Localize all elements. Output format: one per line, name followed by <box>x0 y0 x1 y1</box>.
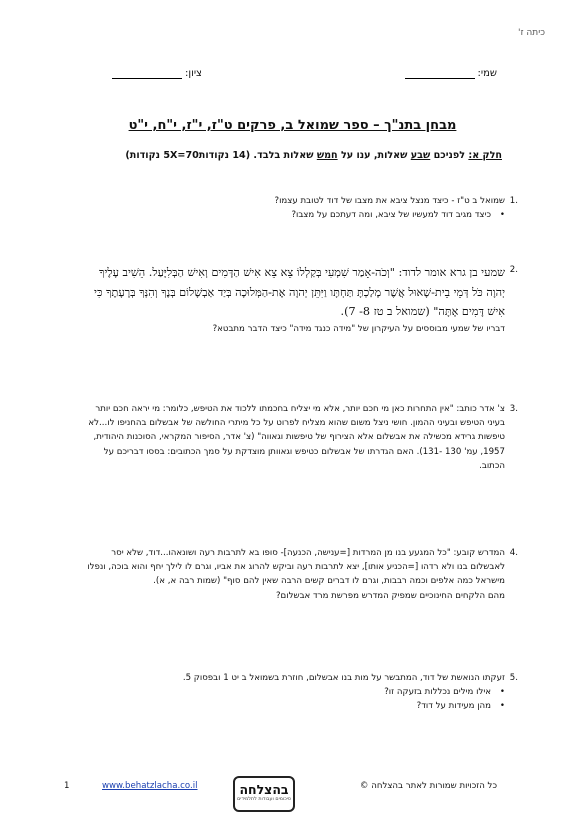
bullet-text: אילו מילים נכללות בזעקה זו? <box>384 687 491 698</box>
question-1 <box>85 194 518 222</box>
question-2 <box>85 263 518 336</box>
question-text: דבריו של שמעי מבוססים על העיקרון של "מידה כנגד מידה" כיצד הדבר מתבטא? <box>212 323 505 334</box>
score-field[interactable] <box>112 68 202 79</box>
page-number: 1 <box>64 781 70 791</box>
logo-text: בהצלחה <box>239 782 289 797</box>
copyright-text: כל הזכויות שמורות לאתר בהצלחה © <box>359 781 497 791</box>
instructions-five: חמש <box>316 150 338 161</box>
quote-paragraph <box>85 263 505 322</box>
question-followup: מהם הלקחים החינוכיים שמפיק המדרש מפרשת מרד אבשלום? <box>276 590 505 601</box>
question-number: .2 <box>509 265 518 275</box>
instructions <box>125 150 502 161</box>
instructions-text-1: לפניכם <box>430 150 469 161</box>
question-3 <box>85 402 518 473</box>
question-number: .4 <box>509 548 518 558</box>
question-number: .5 <box>509 673 518 683</box>
biblical-quote: וְכֹה-אָמַר שִׁמְעִי בְּקַלְלוֹ צֵא צֵא אִישׁ הַדָּמִים וְאִישׁ הַבְּלִיָּעַל. הֵשִׁיב עָלֶיךָ יְהוָה כֹּל דְּמֵי בֵית-שָׁאוּל אֲשֶׁר מָלַכְתָּ תַּחְתָּו וַיִּתֵּן יְהוָה אֶת-הַמְּלוּכָה בְּיַד אַבְשָׁלוֹם בְּנֶךָ וְהִנְּךָ בְּרָעָתֶךָ כִּי אִישׁ דָּמִים אָתָּה <box>94 266 505 319</box>
grade-label: כיתה ז' <box>517 28 545 38</box>
score-label: ציון: <box>185 68 202 79</box>
site-logo <box>233 776 295 812</box>
question-intro: שמעי בן גרא אומר לדוד: " <box>389 266 505 279</box>
instructions-text-2: שאלות, ענו על <box>337 150 411 161</box>
part-label: חלק א: <box>468 150 502 161</box>
name-label: שמי: <box>477 68 497 79</box>
logo-subtext: סיכומים ועבודות לתלמידים <box>237 797 291 802</box>
score-line <box>112 68 182 79</box>
question-number: .1 <box>509 196 518 206</box>
question-5 <box>85 671 518 714</box>
name-field[interactable] <box>405 68 497 79</box>
bullet-text: כיצד מגיב דוד למעשיו של ציבא, ומה דעתכם על מצבו? <box>291 210 491 221</box>
bullet-icon: • <box>499 210 505 221</box>
bullet-icon: • <box>499 701 505 712</box>
page-title: מבחן בתנ"ך – ספר שמואל ב, פרקים ט"ז, י"ז, י"ח, י"ט <box>128 118 457 133</box>
quote-reference: " (שמואל ב טז 8- 7). <box>340 305 439 319</box>
name-line <box>405 68 475 79</box>
instructions-text-3: שאלות בלבד. (14 נקודות5X=70 נקודות) <box>125 150 317 161</box>
question-number: .3 <box>509 404 518 414</box>
bullet-text: מהן מעידות על דוד? <box>416 701 491 712</box>
list-item <box>85 208 505 222</box>
list-item <box>85 699 505 713</box>
question-text: שמואל ב ט"ז - כיצד מנצל ציבא את מצבו של דוד לטובת עצמו? <box>274 196 505 206</box>
question-text: זעקתו הנואשת של דוד, המתבשר על מות בנו אבשלום, חוזרת בשמואל ב יט 1 ובפסוק 5. <box>182 673 505 683</box>
question-text: המדרש קובע: "כל המגעע בנו מן המרדות [=ענישה, הכנעה]- סופו בא לתרבות רעה ושונאהו...דוד, שלא יסר לאבשלום בנו ולא רדהו [=הכניע אותו], יצא לתרבות רעה וביקש להרוג את אביו, וגרם לו לילך יחף והוא בוכה, ונפלו מישראל כמה אלפים וכמה רבבות, וגרם לו דברים קשים הרבה שאין להם סוף" (שמות רבה א, א). <box>87 548 505 587</box>
bullet-icon: • <box>499 687 505 698</box>
question-text: צ' אדר כותב: "אין התחרות כאן מי חכם יותר, אלא מי יצליח בחכמתו ללכוד את הטיפש, כלומר: מי יראה חכם יותר בעיני הטיפש ובעיני ההמון. חושי ניצל משום שהוא מצליח לפרוט על כל מיתרי החולשה של אבשלום בהחניפו לו...לא טיפשות גרידא מכשילה את אבשלום אלא הצירוף של טיפשות וגאווה" (צ' אדר, הסיפור המקראי, הסוכנות היהודית, 1957, עמ' 130 -131). האם הגדרתו של אבשלום כטיפש וגאוותן מוצדקת על סמך הכתובים: בססו דבריכם על הכתוב. <box>88 404 505 471</box>
site-link[interactable]: www.behatzlacha.co.il <box>102 781 198 791</box>
student-info-row <box>0 68 585 82</box>
question-4 <box>85 546 518 603</box>
list-item <box>85 685 505 699</box>
page-footer <box>0 776 585 816</box>
instructions-seven: שבע <box>410 150 431 161</box>
